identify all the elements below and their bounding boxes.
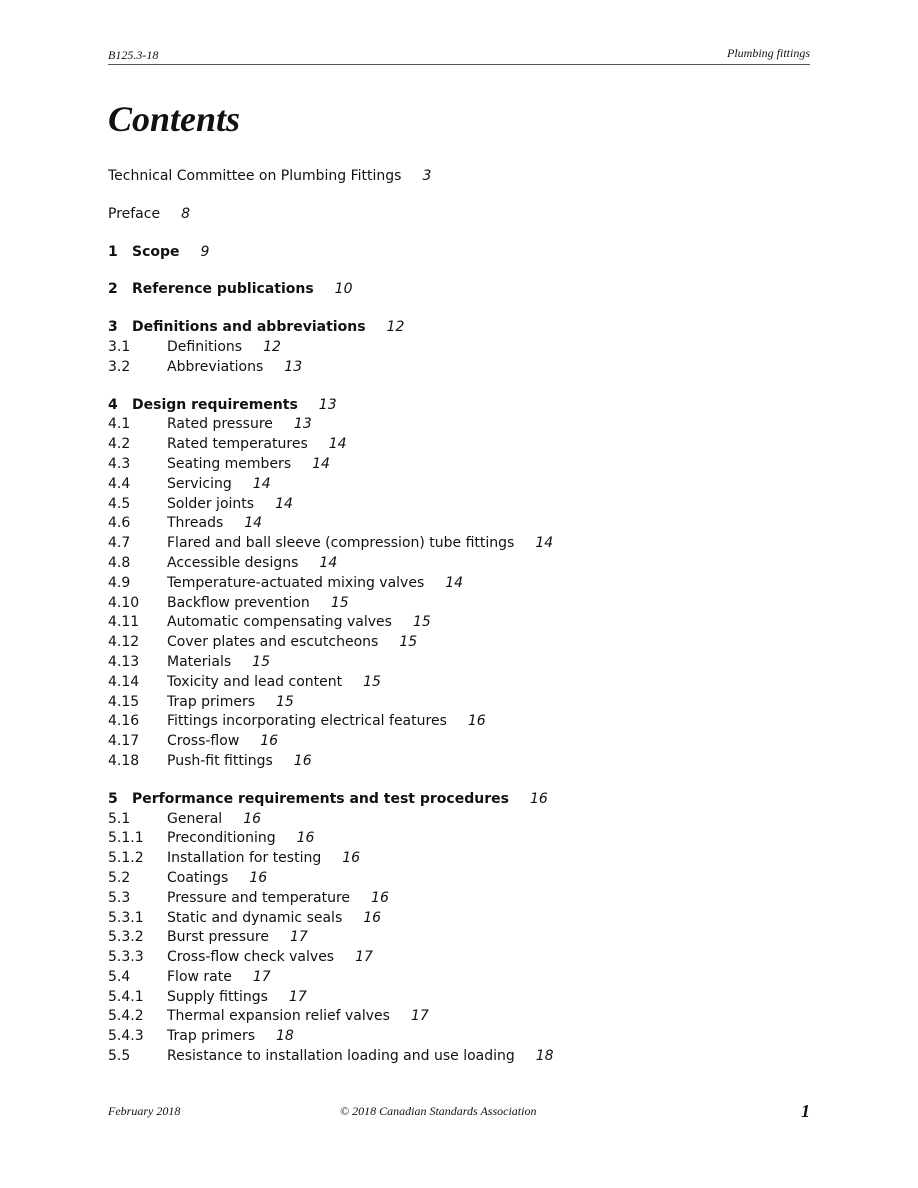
toc-subentry[interactable]	[108, 475, 810, 495]
toc-subentry[interactable]	[108, 968, 810, 988]
toc-entry-label: Servicing	[167, 475, 232, 492]
toc-entry-label: Automatic compensating valves	[167, 614, 392, 631]
toc-entry-page: 13	[318, 396, 337, 413]
toc-entry-label: Installation for testing	[167, 850, 322, 867]
toc-entry-label: Static and dynamic seals	[167, 909, 343, 926]
toc-entry-label: Pressure and temperature	[167, 889, 351, 906]
toc-entry-page: 12	[263, 338, 281, 355]
toc-entry-number: 4.13	[108, 653, 140, 670]
toc-entry-label: Trap primers	[167, 1028, 255, 1045]
toc-entry-label: Trap primers	[167, 693, 255, 710]
toc-entry-number: 5.2	[108, 869, 131, 886]
toc-entry-page: 15	[399, 634, 418, 651]
toc-section-2	[108, 280, 810, 300]
toc-entry-page: 16	[342, 850, 361, 867]
toc-subentry[interactable]	[108, 633, 810, 653]
toc-entry-label: Reference publications	[132, 281, 314, 298]
toc-entry-page: 18	[276, 1028, 294, 1045]
toc-subentry[interactable]	[108, 554, 810, 574]
toc-subentry[interactable]	[108, 594, 810, 614]
toc-section-1	[108, 243, 810, 263]
toc-entry-number: 4.4	[108, 475, 131, 492]
toc-entry-label: Definitions and abbreviations	[132, 319, 366, 336]
toc-entry-page: 14	[319, 554, 338, 571]
toc-entry-label: Design requirements	[132, 396, 298, 413]
toc-entry-label: Flow rate	[167, 968, 232, 985]
toc-entry-page: 14	[445, 574, 464, 591]
toc-entry-label: Materials	[167, 653, 232, 670]
toc-entry-number: 4.5	[108, 495, 131, 512]
toc-entry-page: 16	[293, 752, 312, 769]
toc-entry-page: 17	[355, 949, 373, 966]
toc-entry-label: Solder joints	[167, 495, 255, 512]
toc-entry-number: 4.1	[108, 416, 131, 433]
toc-entry-label: Definitions	[167, 338, 243, 355]
toc-entry-number: 4.2	[108, 436, 131, 453]
header-document-id: B125.3-18	[108, 48, 159, 62]
toc-entry-page: 17	[410, 1008, 429, 1025]
toc-section-5	[108, 790, 810, 1067]
toc-entry-number: 4.16	[108, 713, 140, 730]
toc-subentry[interactable]	[108, 889, 810, 909]
toc-entry-number: 5.3.3	[108, 949, 144, 966]
toc-subentry[interactable]	[108, 988, 810, 1008]
toc-entry-label: Performance requirements and test procedures	[132, 790, 509, 807]
toc-section-4	[108, 396, 810, 772]
toc-subentry[interactable]	[108, 810, 810, 830]
toc-entry-label: Accessible designs	[167, 554, 299, 571]
toc-subentry[interactable]	[108, 358, 810, 378]
toc-entry-label: Fittings incorporating electrical features	[167, 713, 447, 730]
toc-entry-page: 16	[296, 830, 315, 847]
toc-entry-page: 16	[260, 733, 279, 750]
toc-entry-page: 13	[284, 358, 303, 375]
toc-subentry[interactable]	[108, 712, 810, 732]
toc-entry-number: 4.18	[108, 752, 140, 769]
toc-subentry[interactable]	[108, 1007, 810, 1027]
toc-entry-number: 5.4.3	[108, 1028, 144, 1045]
toc-entry-number: 4.11	[108, 614, 140, 631]
toc-entry-page: 15	[412, 614, 431, 631]
toc-subentry[interactable]	[108, 752, 810, 772]
footer-page-number: 1	[801, 1101, 810, 1121]
toc-entry-label: Rated temperatures	[167, 436, 308, 453]
toc-section-3	[108, 318, 810, 377]
toc-subentry[interactable]	[108, 849, 810, 869]
toc-entry-label: Threads	[167, 515, 224, 532]
toc-subentry[interactable]	[108, 495, 810, 515]
toc-entry-page: 17	[288, 988, 307, 1005]
toc-entry-label: Cross-flow	[167, 733, 240, 750]
toc-section-heading[interactable]	[108, 318, 810, 338]
toc-entry-label: Preface	[108, 205, 161, 222]
toc-entry-page: 14	[535, 535, 554, 552]
toc-entry-page: 14	[275, 495, 293, 512]
toc-entry-page: 15	[276, 693, 294, 710]
toc-section-heading[interactable]	[108, 243, 810, 263]
toc-entry-page: 14	[252, 475, 271, 492]
toc-entry-number: 4.7	[108, 535, 131, 552]
toc-entry-label: General	[167, 810, 223, 827]
toc-entry-label: Burst pressure	[167, 929, 269, 946]
toc-section-heading[interactable]	[108, 280, 810, 300]
toc-entry-page: 12	[386, 319, 405, 336]
toc-entry-number: 5.3	[108, 889, 131, 906]
toc-subentry[interactable]	[108, 435, 810, 455]
header-document-title: Plumbing fittings	[726, 46, 810, 60]
toc-entry-number: 4.6	[108, 515, 131, 532]
toc-entry-number: 4.17	[108, 733, 140, 750]
toc-entry-page: 10	[334, 281, 353, 298]
toc-subentry[interactable]	[108, 455, 810, 475]
toc-entry-number: 5.3.2	[108, 929, 144, 946]
toc-entry-label: Temperature-actuated mixing valves	[167, 574, 425, 591]
toc-subentry[interactable]	[108, 1047, 810, 1067]
toc-subentry[interactable]	[108, 1027, 810, 1047]
toc-entry-label: Technical Committee on Plumbing Fittings	[108, 168, 402, 184]
toc-entry-committee[interactable]	[108, 167, 810, 187]
toc-entry-label: Toxicity and lead content	[167, 673, 343, 690]
toc-entry-number: 4.8	[108, 554, 131, 571]
toc-entry-page: 15	[330, 594, 349, 611]
toc-subentry[interactable]	[108, 829, 810, 849]
toc-entry-page: 16	[249, 869, 268, 886]
toc-entry-label: Rated pressure	[167, 416, 273, 433]
toc-entry-number: 5.4.1	[108, 988, 144, 1005]
toc-entry-label: Seating members	[167, 455, 292, 472]
toc-subentry[interactable]	[108, 928, 810, 948]
toc-entry-number: 4.14	[108, 673, 140, 690]
toc-subentry[interactable]	[108, 909, 810, 929]
toc-entry-page: 16	[529, 790, 548, 807]
toc-entry-number: 3	[108, 319, 118, 336]
toc-entry-number: 5.1	[108, 810, 131, 827]
toc-entry-page: 9	[200, 243, 210, 260]
toc-entry-page: 18	[535, 1048, 554, 1065]
toc-entry-page: 16	[363, 909, 382, 926]
header-rule	[108, 64, 810, 65]
toc-subentry[interactable]	[108, 732, 810, 752]
toc-entry-page: 16	[467, 713, 486, 730]
toc-entry-number: 4.9	[108, 574, 131, 591]
toc-entry-preface[interactable]	[108, 205, 810, 225]
toc-entry-label: Abbreviations	[167, 358, 264, 375]
toc-entry-page: 14	[312, 455, 330, 472]
toc-entry-page: 15	[252, 653, 270, 670]
toc-entry-label: Push-fit fittings	[167, 752, 273, 769]
toc-entry-number: 4.10	[108, 594, 140, 611]
toc-entry-page: 16	[243, 810, 262, 827]
toc-subentry[interactable]	[108, 415, 810, 435]
footer-date: February 2018	[108, 1104, 181, 1118]
toc-entry-label: Coatings	[167, 869, 229, 886]
toc-section-heading[interactable]	[108, 396, 810, 416]
toc-entry-page: 14	[328, 436, 347, 453]
toc-entry-number: 5.5	[108, 1048, 131, 1065]
toc-entry-label: Supply fittings	[167, 988, 268, 1005]
toc-entry-number: 3.2	[108, 358, 131, 375]
toc-subentry[interactable]	[108, 534, 810, 554]
toc-entry-page: 16	[371, 889, 389, 906]
toc-entry-page: 13	[293, 416, 312, 433]
toc-entry-label: Scope	[132, 243, 180, 260]
toc-subentry[interactable]	[108, 574, 810, 594]
toc-entry-number: 2	[108, 281, 118, 298]
toc-entry-number: 1	[108, 243, 118, 260]
toc-entry-number: 5.1.1	[108, 830, 144, 847]
toc-entry-number: 4.12	[108, 634, 140, 651]
toc-entry-number: 5.1.2	[108, 850, 144, 867]
toc-entry-label: Backflow prevention	[167, 594, 310, 611]
toc-subentry[interactable]	[108, 613, 810, 633]
toc-entry-number: 4.15	[108, 693, 140, 710]
toc-entry-page: 15	[363, 673, 381, 690]
toc-subentry[interactable]	[108, 693, 810, 713]
toc-entry-page: 3	[422, 168, 432, 184]
toc-entry-label: Cover plates and escutcheons	[167, 634, 379, 651]
toc-entry-page: 17	[252, 968, 271, 985]
toc-subentry[interactable]	[108, 514, 810, 534]
toc-entry-label: Flared and ball sleeve (compression) tube fittings	[167, 535, 515, 552]
toc-entry-label: Resistance to installation loading and use loading	[167, 1048, 515, 1065]
toc-entry-number: 5.3.1	[108, 909, 144, 926]
toc-subentry[interactable]	[108, 338, 810, 358]
toc-subentry[interactable]	[108, 869, 810, 889]
toc-entry-page: 17	[289, 929, 308, 946]
toc-subentry[interactable]	[108, 948, 810, 968]
toc-section-heading[interactable]	[108, 790, 810, 810]
toc-entry-label: Cross-flow check valves	[167, 949, 335, 966]
toc-entry-label: Preconditioning	[167, 830, 276, 847]
toc-entry-label: Thermal expansion relief valves	[167, 1008, 390, 1025]
page-title: Contents	[108, 99, 241, 139]
toc-entry-page: 14	[244, 515, 263, 532]
table-of-contents	[108, 167, 810, 1085]
toc-entry-number: 5.4	[108, 968, 131, 985]
toc-entry-page: 8	[181, 205, 190, 222]
toc-entry-number: 4.3	[108, 455, 131, 472]
toc-subentry[interactable]	[108, 653, 810, 673]
toc-entry-number: 4	[108, 396, 118, 413]
toc-entry-number: 3.1	[108, 338, 131, 355]
toc-entry-number: 5	[108, 790, 118, 807]
footer-copyright: © 2018 Canadian Standards Association	[340, 1104, 537, 1118]
toc-entry-number: 5.4.2	[108, 1008, 144, 1025]
toc-subentry[interactable]	[108, 673, 810, 693]
